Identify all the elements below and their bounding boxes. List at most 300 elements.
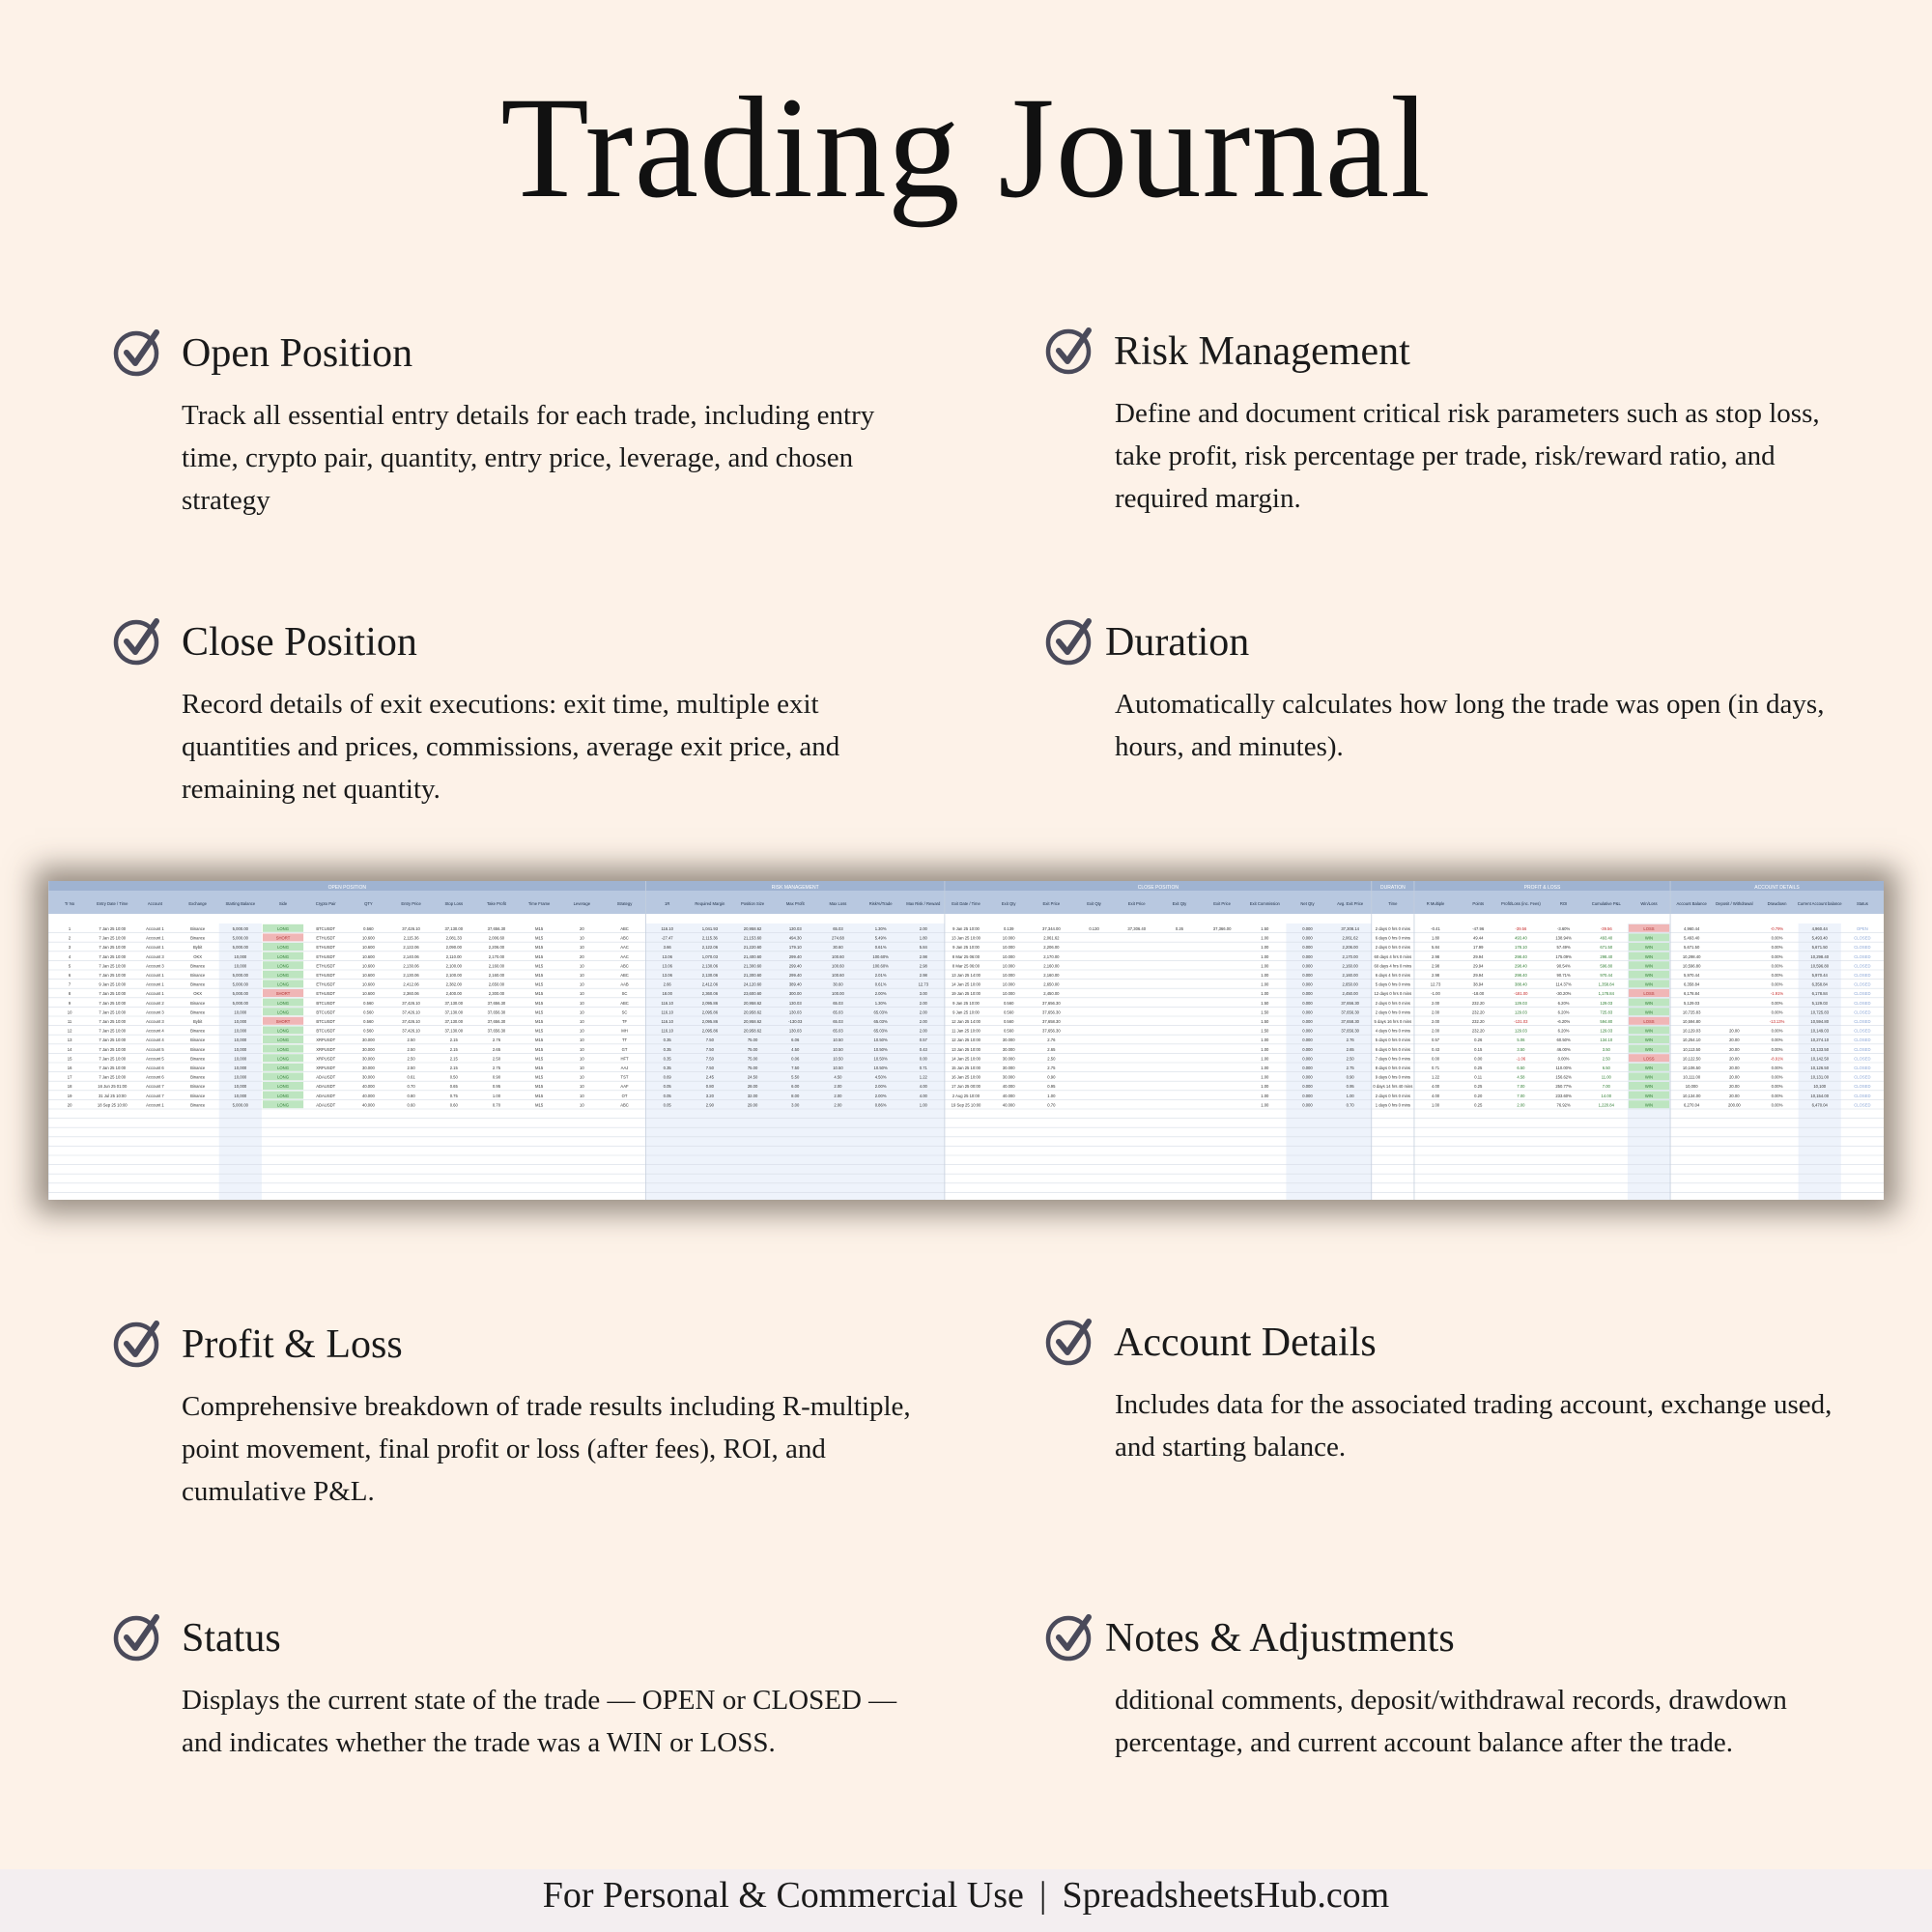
table-cell: 10.000 <box>1002 991 1015 997</box>
table-cell: 2,360.06 <box>701 991 719 997</box>
table-cell: TST <box>620 1074 629 1080</box>
table-cell: 2,081.33 <box>445 935 462 941</box>
table-cell: 7 Jan 25 10:00 <box>99 973 127 978</box>
table-cell: 134.10 <box>1600 1037 1613 1043</box>
feature-description: Record details of exit executions: exit time, multiple exit quantities and prices, commissions, average exit price, and remaining net quantity. <box>182 689 840 805</box>
table-cell: 13 Jan 25 10:00 <box>951 1046 981 1052</box>
column-header: Avg. Exit Price <box>1337 901 1364 906</box>
table-cell: 0.000 <box>1302 991 1313 997</box>
table-cell: 2.00% <box>874 1093 887 1098</box>
table-cell: 5.50 <box>791 1074 800 1080</box>
table-cell: 37,130.00 <box>444 1028 464 1034</box>
table-cell: 0.75 <box>449 1093 458 1098</box>
table-cell: Account 1 <box>146 1102 164 1108</box>
table-cell: 30.000 <box>1002 1046 1015 1052</box>
table-cell: 0.61% <box>874 945 887 951</box>
table-cell: 10 <box>579 1074 584 1080</box>
table-cell: 110.00% <box>1555 1065 1572 1070</box>
table-cell: 10 <box>579 945 584 951</box>
table-cell: 13.06 <box>662 973 672 978</box>
table-cell: 2,160.00 <box>1043 973 1060 978</box>
table-cell: 7 days 0 hrs 0 mins <box>1375 1056 1411 1062</box>
table-cell: 5,000.00 <box>232 1000 248 1006</box>
table-cell: 4.50% <box>874 1074 887 1080</box>
table-cell: TT <box>621 1037 628 1043</box>
table-cell: -0.79% <box>1770 926 1784 931</box>
table-cell: 2.01% <box>874 973 887 978</box>
table-cell: 37,656.30 <box>1042 1000 1061 1006</box>
table-cell: 0.69 <box>663 1074 671 1080</box>
table-cell: 13 Jan 25 14:00 <box>951 973 981 978</box>
table-cell: AAC <box>620 945 629 951</box>
table-cell: 2.98 <box>919 963 927 969</box>
table-cell: 8.00 <box>791 1093 800 1098</box>
table-cell: 2,140.06 <box>403 953 419 959</box>
table-cell: 7.50 <box>791 1065 800 1070</box>
table-cell: 5,000.00 <box>232 945 248 951</box>
table-cell: 6,178.84 <box>1811 991 1828 997</box>
table-cell: 90.71% <box>1556 973 1571 978</box>
table-cell: 129.03 <box>1600 1000 1613 1006</box>
table-cell: 10 <box>579 963 584 969</box>
table-cell: ABC <box>620 1102 629 1108</box>
table-cell: M15 <box>535 1037 544 1043</box>
table-cell: 13 Jan 25 10:00 <box>951 935 981 941</box>
check-circle-icon <box>1045 325 1095 375</box>
table-cell: 130.03 <box>788 1009 802 1015</box>
table-cell: M15 <box>535 945 544 951</box>
column-header: Max Profit <box>785 901 805 906</box>
table-cell: 10,000 <box>234 1046 247 1052</box>
table-cell: 10.600 <box>361 991 375 997</box>
table-cell: 2,090.00 <box>445 945 462 951</box>
table-cell: LONG <box>277 1037 289 1043</box>
table-cell: Account 5 <box>146 1056 164 1062</box>
table-cell: LOSS <box>1643 926 1655 931</box>
table-cell: 7 Jan 25 10:00 <box>99 963 127 969</box>
table-cell: 10 <box>579 1046 584 1052</box>
table-cell: 1 days 0 hrs 0 mins <box>1375 1102 1411 1108</box>
table-cell: 65.03% <box>873 1028 888 1034</box>
table-cell: 20 <box>579 926 584 931</box>
table-cell: 0.000 <box>1302 1093 1313 1098</box>
table-cell: 30.60 <box>833 981 843 987</box>
check-circle-icon <box>1045 1611 1095 1662</box>
table-cell: 10,122.50 <box>1682 1056 1701 1062</box>
table-cell: WIN <box>1644 963 1654 969</box>
table-cell: 10,274.10 <box>1810 1037 1830 1043</box>
table-cell: 0.00% <box>1771 945 1783 951</box>
table-cell: 2.98 <box>1431 953 1440 959</box>
table-cell: LONG <box>277 973 289 978</box>
table-cell: 2,160.00 <box>1342 963 1358 969</box>
table-cell: 65.03 <box>833 926 843 931</box>
table-cell: 2,110.00 <box>445 953 462 959</box>
table-cell: Account 1 <box>146 926 164 931</box>
table-cell: 10 <box>67 1009 72 1015</box>
table-cell: 5 days 0 hrs 0 mins <box>1375 1037 1411 1043</box>
table-cell: 4.00 <box>919 1084 927 1090</box>
feature-description: Track all essential entry details for each trade, including entry time, crypto pair, quantity, entry price, leverage, and chosen strategy <box>182 400 875 516</box>
column-header: Entry Date / Time <box>97 901 128 906</box>
table-cell: 130.03 <box>788 1000 802 1006</box>
table-cell: 2.76 <box>1047 1037 1056 1043</box>
table-cell: 10.000 <box>1002 981 1015 987</box>
table-cell: 3 <box>68 945 71 951</box>
table-cell: 10,111.00 <box>1683 1074 1701 1080</box>
table-cell: 0.00 <box>1474 1056 1483 1062</box>
table-cell: CLOSED <box>1854 935 1871 941</box>
table-cell: 40.000 <box>361 1102 375 1108</box>
check-circle-icon <box>1045 1316 1095 1366</box>
table-cell: 0.00% <box>1771 1009 1783 1015</box>
table-cell: 671.50 <box>1600 945 1613 951</box>
table-cell: 0.95 <box>492 1084 501 1090</box>
table-cell: 0.00% <box>1771 1065 1783 1070</box>
feature-title: Status <box>182 1616 281 1661</box>
column-header: R Multiple <box>1426 901 1445 906</box>
table-cell: ABC <box>620 973 629 978</box>
table-cell: 75.00 <box>747 1046 758 1052</box>
table-cell: 7.50 <box>705 1046 714 1052</box>
table-cell: 65.03% <box>873 1009 888 1015</box>
table-cell: 5,970.44 <box>1684 973 1700 978</box>
table-cell: 14 Jan 25 10:00 <box>951 1056 981 1062</box>
table-cell: 2,160.00 <box>1342 973 1358 978</box>
table-cell: 2.00% <box>874 1084 887 1090</box>
table-cell: 21,400.60 <box>743 953 762 959</box>
table-cell: 2,360.06 <box>403 991 419 997</box>
table-cell: 2.15 <box>449 1037 458 1043</box>
table-cell: CLOSED <box>1854 1056 1871 1062</box>
table-cell: 0.20 <box>1474 1093 1483 1098</box>
table-cell: 232.20 <box>1471 1019 1485 1024</box>
table-cell: 10.600 <box>361 953 375 959</box>
table-cell: Account 1 <box>146 973 164 978</box>
table-cell: 10 <box>579 1084 584 1090</box>
column-header: 1R <box>665 901 670 906</box>
table-cell: 38.94 <box>1472 981 1484 987</box>
table-cell: ABC <box>620 1000 629 1006</box>
table-cell: 0.71 <box>1431 1065 1440 1070</box>
table-cell: OKX <box>193 991 203 997</box>
table-cell: 116.10 <box>661 1028 673 1034</box>
table-cell: M15 <box>535 963 544 969</box>
table-cell: 7 Jan 25 10:00 <box>99 991 127 997</box>
table-cell: 5,970.44 <box>1811 973 1828 978</box>
table-cell: 6.06 <box>791 1037 800 1043</box>
table-cell: 2.00 <box>919 1028 927 1034</box>
table-cell: 0.60 <box>407 1102 415 1108</box>
table-cell: 299.40 <box>788 963 802 969</box>
table-cell: 37,426.10 <box>402 1028 420 1034</box>
table-cell: 0.000 <box>1302 935 1313 941</box>
table-cell: LONG <box>277 963 289 969</box>
table-cell: 30.000 <box>1002 1074 1015 1080</box>
table-cell: 1,070.03 <box>701 953 719 959</box>
table-cell: 40.000 <box>1002 1084 1015 1090</box>
table-cell: 0.560 <box>1003 1028 1014 1034</box>
table-cell: 594.80 <box>1600 1019 1613 1024</box>
table-cell: 5,000.00 <box>232 973 248 978</box>
table-cell: 37,426.10 <box>402 1000 420 1006</box>
table-cell: ETHUSDT <box>316 973 336 978</box>
table-cell: ABC <box>620 935 629 941</box>
table-cell: 60.50% <box>1556 1037 1571 1043</box>
table-cell: 1.00 <box>1261 981 1269 987</box>
column-header: Points <box>1472 901 1485 906</box>
table-cell: 8 Mar 25 06:00 <box>952 963 980 969</box>
table-cell: 7 Jan 25 10:00 <box>99 1046 127 1052</box>
table-cell: 1.00 <box>1261 991 1269 997</box>
table-cell: Binance <box>190 1056 206 1062</box>
table-cell: 0.43 <box>1431 1046 1440 1052</box>
table-cell: 0.560 <box>363 1000 374 1006</box>
table-cell: 5.84 <box>919 945 927 951</box>
table-cell: 76.92% <box>1556 1102 1571 1108</box>
table-cell: 19 <box>67 1093 72 1098</box>
table-cell: 5,493.40 <box>1684 935 1700 941</box>
table-cell: ETHUSDT <box>316 981 336 987</box>
table-cell: 40.000 <box>1002 1093 1015 1098</box>
table-cell: 970.44 <box>1600 973 1613 978</box>
column-header: Exit Price <box>1127 901 1146 906</box>
table-cell: 0.00% <box>1771 1074 1783 1080</box>
table-cell: M15 <box>535 981 544 987</box>
table-cell: 7 Jan 25 10:00 <box>99 1037 127 1043</box>
table-cell: 12 Jan 25 10:00 <box>951 1037 981 1043</box>
table-cell: LONG <box>277 953 289 959</box>
table-cell: ETHUSDT <box>316 991 336 997</box>
table-cell: 12 days 0 hrs 0 mins <box>1374 991 1412 997</box>
table-cell: Binance <box>190 1037 206 1043</box>
table-cell: Account 4 <box>146 1028 164 1034</box>
section-header-band <box>48 881 1884 891</box>
table-cell: 4.58 <box>1517 1074 1525 1080</box>
table-cell: 10.000 <box>1002 935 1015 941</box>
table-cell: WIN <box>1644 1028 1654 1034</box>
table-cell: M15 <box>535 1009 544 1015</box>
table-cell: 2 days 0 hrs 0 mins <box>1375 1000 1411 1006</box>
table-cell: 18 Sep 25 10:00 <box>97 1102 128 1108</box>
table-cell: 18.00 <box>662 991 672 997</box>
column-header: Deposit / Withdrawal <box>1716 901 1753 906</box>
table-cell: 6 days 4 hrs 0 mins <box>1375 973 1411 978</box>
table-cell: XRPUSDT <box>316 1065 336 1070</box>
table-cell: 17 Jun 25 00:00 <box>951 1084 981 1090</box>
table-cell: LOSS <box>1643 991 1655 997</box>
table-cell: WIN <box>1644 1084 1654 1090</box>
table-cell: 2,206.00 <box>1342 945 1358 951</box>
footer-separator: | <box>1038 1875 1047 1916</box>
table-cell: 6 <box>68 973 71 978</box>
table-cell: Account 5 <box>146 1046 164 1052</box>
table-cell: 2.50 <box>1047 1056 1056 1062</box>
table-cell: 15 <box>67 1056 72 1062</box>
table-cell: SHORT <box>275 935 291 941</box>
table-cell: GT <box>621 1046 628 1052</box>
table-cell: 11 <box>67 1019 72 1024</box>
table-cell: 2,100.00 <box>445 963 462 969</box>
table-cell: -30.20% <box>1555 991 1572 997</box>
table-cell: 0.00% <box>1557 1056 1570 1062</box>
table-cell: 13.06 <box>662 963 672 969</box>
table-cell: 30.000 <box>361 1056 375 1062</box>
table-cell: 19 Sep 25 10:00 <box>951 1102 981 1108</box>
table-cell: Account 3 <box>146 953 164 959</box>
table-cell: MH <box>621 1028 628 1034</box>
table-cell: 10 <box>579 1037 584 1043</box>
table-cell: 0 days 14 hrs 40 mins <box>1373 1084 1413 1090</box>
table-cell: 10,594.80 <box>1682 1019 1701 1024</box>
table-cell: -130.03 <box>788 1019 803 1024</box>
table-cell: M15 <box>535 953 544 959</box>
table-cell: CLOSED <box>1854 945 1871 951</box>
table-cell: CLOSED <box>1854 1046 1871 1052</box>
table-cell: 1 <box>68 926 71 931</box>
table-cell: WIN <box>1644 953 1654 959</box>
table-cell: SHORT <box>275 991 291 997</box>
table-cell: -3.60% <box>1556 926 1571 931</box>
table-cell: 2,206.00 <box>1043 945 1060 951</box>
table-cell: 14 <box>67 1046 72 1052</box>
table-cell: 4,960.44 <box>1684 926 1700 931</box>
table-cell: 2.50 <box>1602 1056 1610 1062</box>
table-cell: 1,041.93 <box>701 926 719 931</box>
table-cell: Account 7 <box>146 1084 164 1090</box>
table-cell: 1,220.84 <box>1598 1102 1614 1108</box>
table-cell: 20 <box>67 1102 72 1108</box>
table-cell: 2.15 <box>449 1046 458 1052</box>
table-cell: 0.000 <box>1302 945 1313 951</box>
table-cell: 37,426.10 <box>402 1019 420 1024</box>
table-cell: 30.000 <box>361 1037 375 1043</box>
table-cell: 1.00 <box>1261 1084 1269 1090</box>
table-cell: OKX <box>193 953 203 959</box>
table-cell: 2.00 <box>834 1084 842 1090</box>
table-cell: -13.13% <box>1769 1019 1785 1024</box>
table-cell: 5 days 0 hrs 0 mins <box>1375 981 1411 987</box>
table-cell: 37,130.00 <box>444 1009 464 1015</box>
table-cell: 178.10 <box>1515 945 1527 951</box>
table-cell: 0.25 <box>1474 1065 1483 1070</box>
table-cell: LONG <box>277 926 289 931</box>
table-cell: 10,000 <box>234 1028 247 1034</box>
table-cell: 274.68 <box>832 935 844 941</box>
table-cell: 116.10 <box>661 926 673 931</box>
table-cell: 2,130.06 <box>403 963 419 969</box>
table-cell: 10.000 <box>1002 945 1015 951</box>
feature-title: Close Position <box>182 620 417 665</box>
table-cell: 10,134.00 <box>1682 1093 1701 1098</box>
table-cell: 10.000 <box>1002 973 1015 978</box>
table-cell: 7 Jan 25 10:00 <box>99 1000 127 1006</box>
table-cell: 2,450.00 <box>1342 991 1358 997</box>
column-header: ROI <box>1559 901 1568 906</box>
table-cell: OPEN <box>1856 926 1868 931</box>
table-cell: Binance <box>190 1102 206 1108</box>
table-cell: 2.65 <box>1346 1046 1354 1052</box>
table-cell: 37,656.30 <box>1341 1000 1359 1006</box>
table-cell: 19 Jan 25 10:00 <box>951 991 981 997</box>
table-cell: CLOSED <box>1854 1084 1871 1090</box>
table-cell: 100.60 <box>832 953 844 959</box>
table-cell: 2.00% <box>874 991 887 997</box>
table-cell: 37,656.30 <box>1341 1009 1359 1015</box>
table-cell: 2,650.00 <box>1342 981 1358 987</box>
table-cell: 2,300.00 <box>488 991 505 997</box>
table-cell: 10.600 <box>361 963 375 969</box>
table-cell: 37,658.30 <box>1341 1019 1359 1024</box>
table-cell: 37,656.30 <box>487 1019 506 1024</box>
table-cell: 0.000 <box>1302 963 1313 969</box>
column-header: Exchange <box>188 901 207 906</box>
table-cell: 1.00 <box>1261 1037 1269 1043</box>
table-cell: 57.49% <box>1556 945 1571 951</box>
table-cell: 10.000 <box>1002 953 1015 959</box>
table-cell: Account 6 <box>146 1074 164 1080</box>
table-cell: ADAUSDT <box>316 1084 336 1090</box>
table-cell: 100.60% <box>872 953 889 959</box>
column-header: Max Risk / Reward <box>906 901 941 906</box>
table-cell: Account 1 <box>146 935 164 941</box>
table-cell: -8.91% <box>1770 1056 1784 1062</box>
column-header: Exit Qty <box>1172 901 1187 906</box>
table-cell: WIN <box>1644 1009 1654 1015</box>
table-cell: 2.00 <box>834 1102 842 1108</box>
table-cell: 0.00% <box>1771 963 1783 969</box>
table-cell: M15 <box>535 1074 544 1080</box>
table-cell: 10,113.50 <box>1682 1046 1701 1052</box>
table-cell: 2.50 <box>492 1056 501 1062</box>
table-cell: 0.00% <box>1771 973 1783 978</box>
table-cell: M15 <box>535 935 544 941</box>
table-cell: 14 Jan 25 10:00 <box>951 981 981 987</box>
table-cell: 10.600 <box>361 973 375 978</box>
table-cell: 2.76 <box>492 1037 501 1043</box>
column-header: Leverage <box>573 901 591 906</box>
table-cell: LONG <box>277 1093 289 1098</box>
table-cell: 250.77% <box>1555 1084 1572 1090</box>
table-cell: 2,095.86 <box>701 1009 719 1015</box>
table-cell: 0.000 <box>1302 1056 1313 1062</box>
table-cell: 2,450.00 <box>1043 991 1060 997</box>
table-cell: 0.000 <box>1302 1084 1313 1090</box>
table-cell: 0.70 <box>492 1102 501 1108</box>
table-cell: Account 3 <box>146 1009 164 1015</box>
table-cell: 0.65 <box>449 1084 458 1090</box>
table-cell: 0.560 <box>363 1019 374 1024</box>
section-header: CLOSE POSITION <box>1137 885 1179 891</box>
table-cell: 6,270.04 <box>1684 1102 1700 1108</box>
table-cell: 0.95 <box>1047 1084 1056 1090</box>
table-cell: 2.00 <box>919 1019 927 1024</box>
table-cell: 10.50% <box>873 1046 888 1052</box>
table-cell: 10,133.50 <box>1810 1046 1830 1052</box>
table-cell: 10,000 <box>234 1037 247 1043</box>
table-cell: 6.20% <box>1557 1009 1570 1015</box>
footer-website-link[interactable]: SpreadsheetsHub.com <box>1062 1875 1390 1916</box>
table-cell: 298.40 <box>1515 963 1527 969</box>
table-cell: WIN <box>1644 1037 1654 1043</box>
table-cell: 0.00% <box>1771 1000 1783 1006</box>
table-cell: 2,412.06 <box>403 981 419 987</box>
table-cell: 2,170.00 <box>1043 953 1060 959</box>
table-cell: Account 4 <box>146 1037 164 1043</box>
table-cell: 10,000 <box>234 1074 247 1080</box>
table-cell: 0.95 <box>1346 1084 1354 1090</box>
table-cell: 9 Jan 25 10:00 <box>952 926 980 931</box>
